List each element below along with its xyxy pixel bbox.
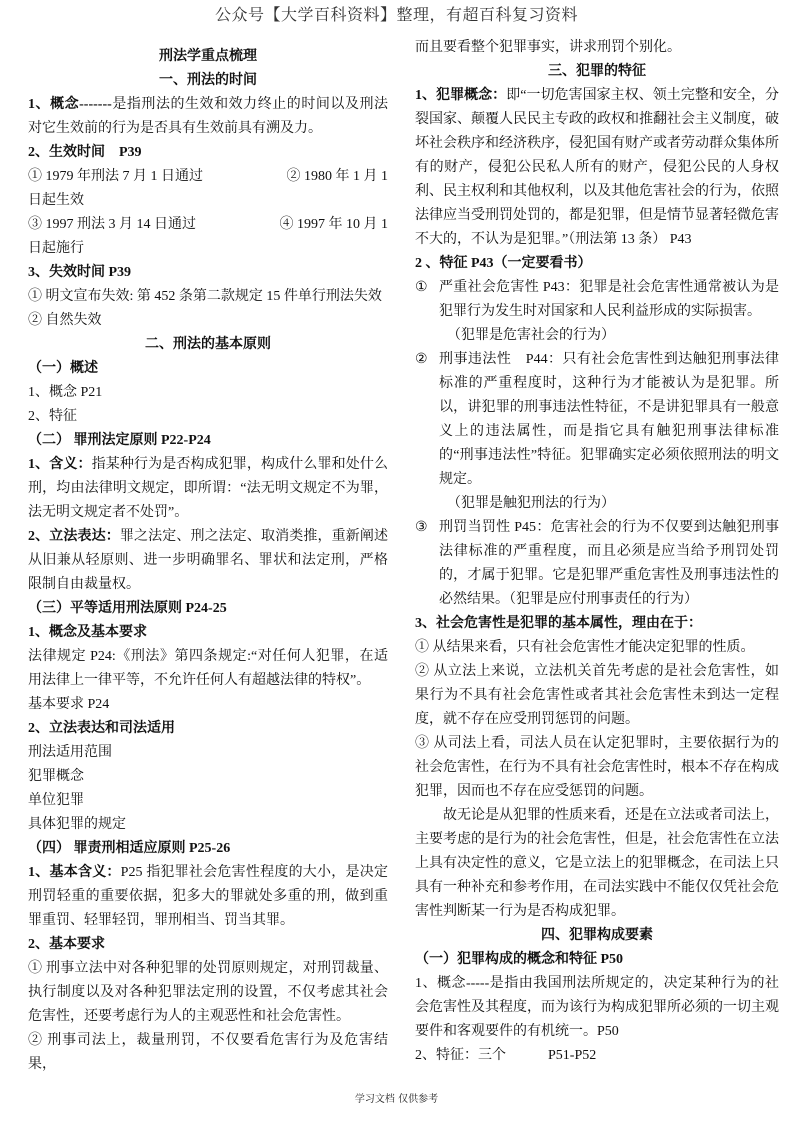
paragraph (28, 285, 388, 309)
item-body (439, 276, 779, 348)
paragraph-text: 犯罪概念 (28, 769, 84, 784)
date-pair (28, 165, 388, 213)
paragraph-text: ② 从立法上来说，立法机关首先考虑的是社会危害性，如果行为不具有社会危害性或者其社会危害性未到达一定程度，就不存在应受刑罚惩罚的问题。 (415, 664, 779, 727)
paragraph (415, 660, 779, 732)
paragraph (415, 1044, 779, 1068)
paragraph-text: ③ 从司法上看，司法人员在认定犯罪时，主要依据行为的社会危害性，在行为不具有社会危害性时，根本不存在构成犯罪，因而也不存在应受惩罚的问题。 (415, 736, 779, 799)
paragraph-text: 罪之法定、刑之法定、取消类推，重新阐述从旧兼从轻原则、进一步明确罪名、罪状和法定刑，严格限制自由裁量权。 (28, 529, 389, 592)
paragraph (28, 765, 388, 789)
paragraph-text: ② 自然失效 (28, 313, 102, 328)
section-title: 刑法学重点梳理 (159, 49, 257, 64)
subheading: 2、基本要求 (28, 937, 105, 952)
paragraph-text: 而且要看整个犯罪事实，讲求刑罚个别化。 (415, 40, 681, 55)
item-number: ② (415, 352, 428, 367)
paragraph-text: 2、特征：三个 P51-P52 (415, 1048, 597, 1063)
paragraph (28, 309, 388, 333)
paragraph (28, 813, 388, 837)
page-footer: 学习文档 仅供参考 (354, 1094, 439, 1105)
paragraph (28, 645, 388, 693)
paragraph-text: 具体犯罪的规定 (28, 817, 126, 832)
date-pair (28, 213, 388, 261)
paragraph (415, 732, 779, 804)
paragraph (28, 405, 388, 429)
subheading: 2、立法表达和司法适用 (28, 721, 175, 736)
paragraph (28, 453, 388, 525)
item-number: ③ (415, 520, 428, 535)
paragraph (415, 636, 779, 660)
paragraph-text: 1、概念-----是指由我国刑法所规定的，决定某种行为的社会危害性及其程度，而为该行为构成犯罪所必须的一切主观要件和客观要件的有机统一。P50 (415, 976, 779, 1039)
paragraph-lead: 2、立法表达： (28, 529, 120, 544)
paragraph (415, 84, 779, 252)
section-title: 一、刑法的时间 (159, 73, 257, 88)
paragraph-text: 刑法适用范围 (28, 745, 112, 760)
paragraph-text: ① 明文宣布失效: 第 452 条第二款规定 15 件单行刑法失效 (28, 289, 382, 304)
paragraph (415, 36, 779, 60)
left-column (28, 45, 388, 1077)
subheading: 1、概念及基本要求 (28, 625, 147, 640)
section-title: 四、犯罪构成要素 (541, 928, 653, 943)
feature-item (415, 516, 779, 612)
date-item: ① 1979 年刑法 7 月 1 日通过 (28, 169, 203, 184)
paragraph-text: ① 从结果来看，只有社会危害性才能决定犯罪的性质。 (415, 640, 755, 655)
paragraph (415, 972, 779, 1044)
paragraph: 故无论是从犯罪的性质来看，还是在立法或者司法上，主要考虑的是行为的社会危害性，但是，社会危害性在立法上具有决定性的意义，它是立法上的犯罪概念，在司法上只具有一种补充和参考作用，在司法实践中不能仅仅凭社会危害性判断某一行为是否构成犯罪。 (415, 808, 779, 919)
paragraph-text: 是指刑法的生效和效力终止的时间以及刑法对它生效前的行为是否具有生效前具有溯及力。 (28, 97, 389, 136)
paragraph-text: 基本要求 P24 (28, 697, 110, 712)
paragraph-text: 即“一切危害国家主权、领土完整和安全，分裂国家、颠覆人民民主专政的政权和推翻社会主义制度，破坏社会秩序和经济秩序，侵犯国有财产或者劳动群众集体所有的财产，侵犯公民私人所有的财产，侵犯公民的人身权利、民主权利和其他权利，以及其他危害社会的行为，依照法律应当受刑罚处罚的，都是犯罪，但是情节显著轻微危害不大的，不认为是犯罪。”（刑法第 13 条） P43 (415, 88, 780, 247)
paragraph-text: 指某种行为是否构成犯罪，构成什么罪和处什么刑，均由法律明文规定，即所谓：“法无明文规定不为罪，法无明文规定者不处罚”。 (28, 457, 389, 520)
subheading: （一）概述 (28, 361, 98, 376)
item-body (439, 348, 779, 516)
date-continuation: 日起施行 (28, 241, 84, 256)
feature-item (415, 348, 779, 516)
item-text: 刑事违法性 P44：只有社会危害性到达触犯刑事法律标准的严重程度时，这种行为才能被认为是犯罪。所以，讲犯罪的刑事违法性特征，不是讲犯罪具有一般意义上的违法属性，而是指它具有触犯刑事法律标准的“刑事违法性”特征。犯罪确实定必须依照刑法的明文规定。 (439, 352, 779, 487)
paragraph-text: 法律规定 P24:《刑法》第四条规定:“对任何人犯罪，在适用法律上一律平等，不允许任何人有超越法律的特权”。 (28, 649, 388, 688)
item-number: ① (415, 280, 428, 295)
feature-item (415, 276, 779, 348)
paragraph (28, 93, 388, 141)
subheading: 2、生效时间 P39 (28, 145, 142, 160)
paragraph-lead: 1、犯罪概念： (415, 88, 507, 103)
paragraph (28, 957, 388, 1029)
item-body (439, 516, 779, 612)
right-column (415, 36, 779, 1068)
paragraph (28, 861, 388, 933)
paragraph-text: ① 刑事立法中对各种犯罪的处罚原则规定，对刑罚裁量、执行制度以及对各种犯罪法定刑的设置，不仅考虑其社会危害性，还要考虑行为人的主观恶性和社会危害性。 (28, 961, 388, 1024)
item-note: （犯罪是危害社会的行为） (447, 328, 615, 343)
paragraph (28, 693, 388, 717)
date-row (28, 165, 388, 189)
paragraph-text: ② 刑事司法上，裁量刑罚，不仅要看危害行为及危害结果， (28, 1033, 388, 1072)
paragraph-lead: 1、基本含义： (28, 865, 121, 880)
paragraph-text: 1、概念 P21 (28, 385, 103, 400)
date-row (28, 213, 388, 237)
subheading: （三）平等适用刑法原则 P24-25 (28, 601, 227, 616)
subheading: （二） 罪刑法定原则 P22-P24 (28, 433, 211, 448)
paragraph-text: P25 指犯罪社会危害性程度的大小，是决定刑罚轻重的重要依据，犯多大的罪就处多重的刑，做到重罪重罚、轻罪轻罚，罪刑相当、罚当其罪。 (28, 865, 388, 928)
subheading: （一）犯罪构成的概念和特征 P50 (415, 952, 624, 967)
subheading: 2 、特征 P43（一定要看书） (415, 256, 592, 271)
subheading: 3、失效时间 P39 (28, 265, 132, 280)
item-note: （犯罪是触犯刑法的行为） (447, 496, 615, 511)
item-text: 严重社会危害性 P43：犯罪是社会危害性通常被认为是犯罪行为发生时对国家和人民利益形成的实际损害。 (439, 280, 779, 319)
date-continuation: 日起生效 (28, 193, 84, 208)
date-item: ④ 1997 年 10 月 1 (279, 217, 388, 232)
paragraph (28, 741, 388, 765)
section-title: 三、犯罪的特征 (548, 64, 646, 79)
subheading: （四） 罪责刑相适应原则 P25-26 (28, 841, 231, 856)
subheading: 3、社会危害性是犯罪的基本属性，理由在于： (415, 616, 702, 631)
paragraph-lead: 1、概念------- (28, 97, 112, 112)
paragraph-text: 2、特征 (28, 409, 77, 424)
paragraph (28, 1029, 388, 1077)
paragraph (28, 381, 388, 405)
paragraph-text: 单位犯罪 (28, 793, 84, 808)
paragraph (28, 525, 388, 597)
page-header: 公众号【大学百科资料】整理，有超百科复习资料 (214, 5, 578, 24)
paragraph (28, 789, 388, 813)
date-item: ② 1980 年 1 月 1 (286, 169, 388, 184)
section-title: 二、刑法的基本原则 (145, 337, 271, 352)
date-item: ③ 1997 刑法 3 月 14 日通过 (28, 217, 196, 232)
item-text: 刑罚当罚性 P45：危害社会的行为不仅要到达触犯刑事法律标准的严重程度，而且必须是应当给予刑罚处罚的，才属于犯罪。它是犯罪严重危害性及刑事违法性的必然结果。（犯罪是应付刑事责任的行为） (439, 520, 779, 607)
paragraph-lead: 1、含义： (28, 457, 92, 472)
